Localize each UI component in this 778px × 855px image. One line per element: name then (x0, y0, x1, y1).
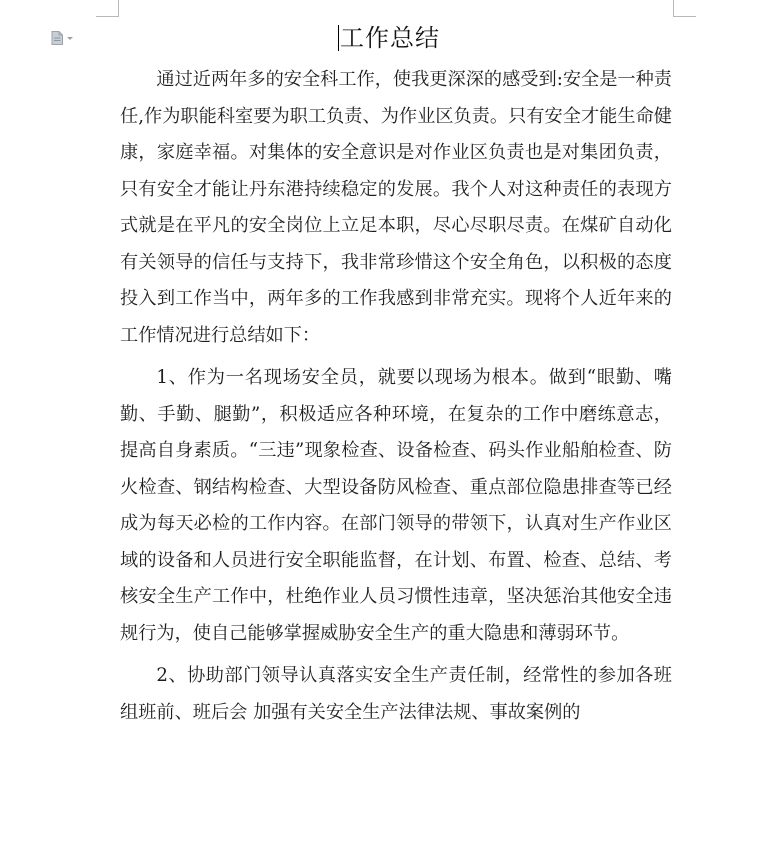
paragraph-intro: 通过近两年多的安全科工作，使我更深深的感受到:安全是一种责任,作为职能科室要为职工负责、为作业区负责。只有安全才能生命健康，家庭幸福。对集体的安全意识是对作业区负责也是对集团负责，只有安全才能让丹东港持续稳定的发展。我个人对这种责任的表现方式就是在平凡的安全岗位上立足本职，尽心尽职尽责。在煤矿自动化有关领导的信任与支持下，我非常珍惜这个安全角色，以积极的态度投入到工作当中，两年多的工作我感到非常充实。现将个人近年来的工作情况进行总结如下： (120, 69, 672, 346)
top-right-margin-mark (673, 0, 696, 17)
paragraph-item-1: 1、作为一名现场安全员，就要以现场为根本。做到“眼勤、嘴勤、手勤、腿勤”，积极适应各种环境，在复杂的工作中磨练意志，提高自身素质。“三违”现象检查、设备检查、码头作业船舶检查、防火检查、钢结构检查、大型设备防风检查、重点部位隐患排查等已经成为每天必检的工作内容。在部门领导的带领下，认真对生产作业区域的设备和人员进行安全职能监督，在计划、布置、检查、总结、考核安全生产工作中，杜绝作业人员习惯性违章，坚决惩治其他安全违规行为，使自己能够掌握威胁安全生产的重大隐患和薄弱环节。 (120, 367, 672, 644)
text-cursor (338, 25, 339, 51)
document-title: 工作总结 (340, 24, 440, 52)
document-title-line[interactable] (0, 20, 778, 56)
paragraph-item-2: 2、协助部门领导认真落实安全生产责任制，经常性的参加各班组班前、班后会 加强有关安全生产法律法规、事故案例的 (120, 665, 672, 723)
top-left-margin-mark (96, 0, 119, 17)
document-body[interactable] (120, 62, 672, 737)
